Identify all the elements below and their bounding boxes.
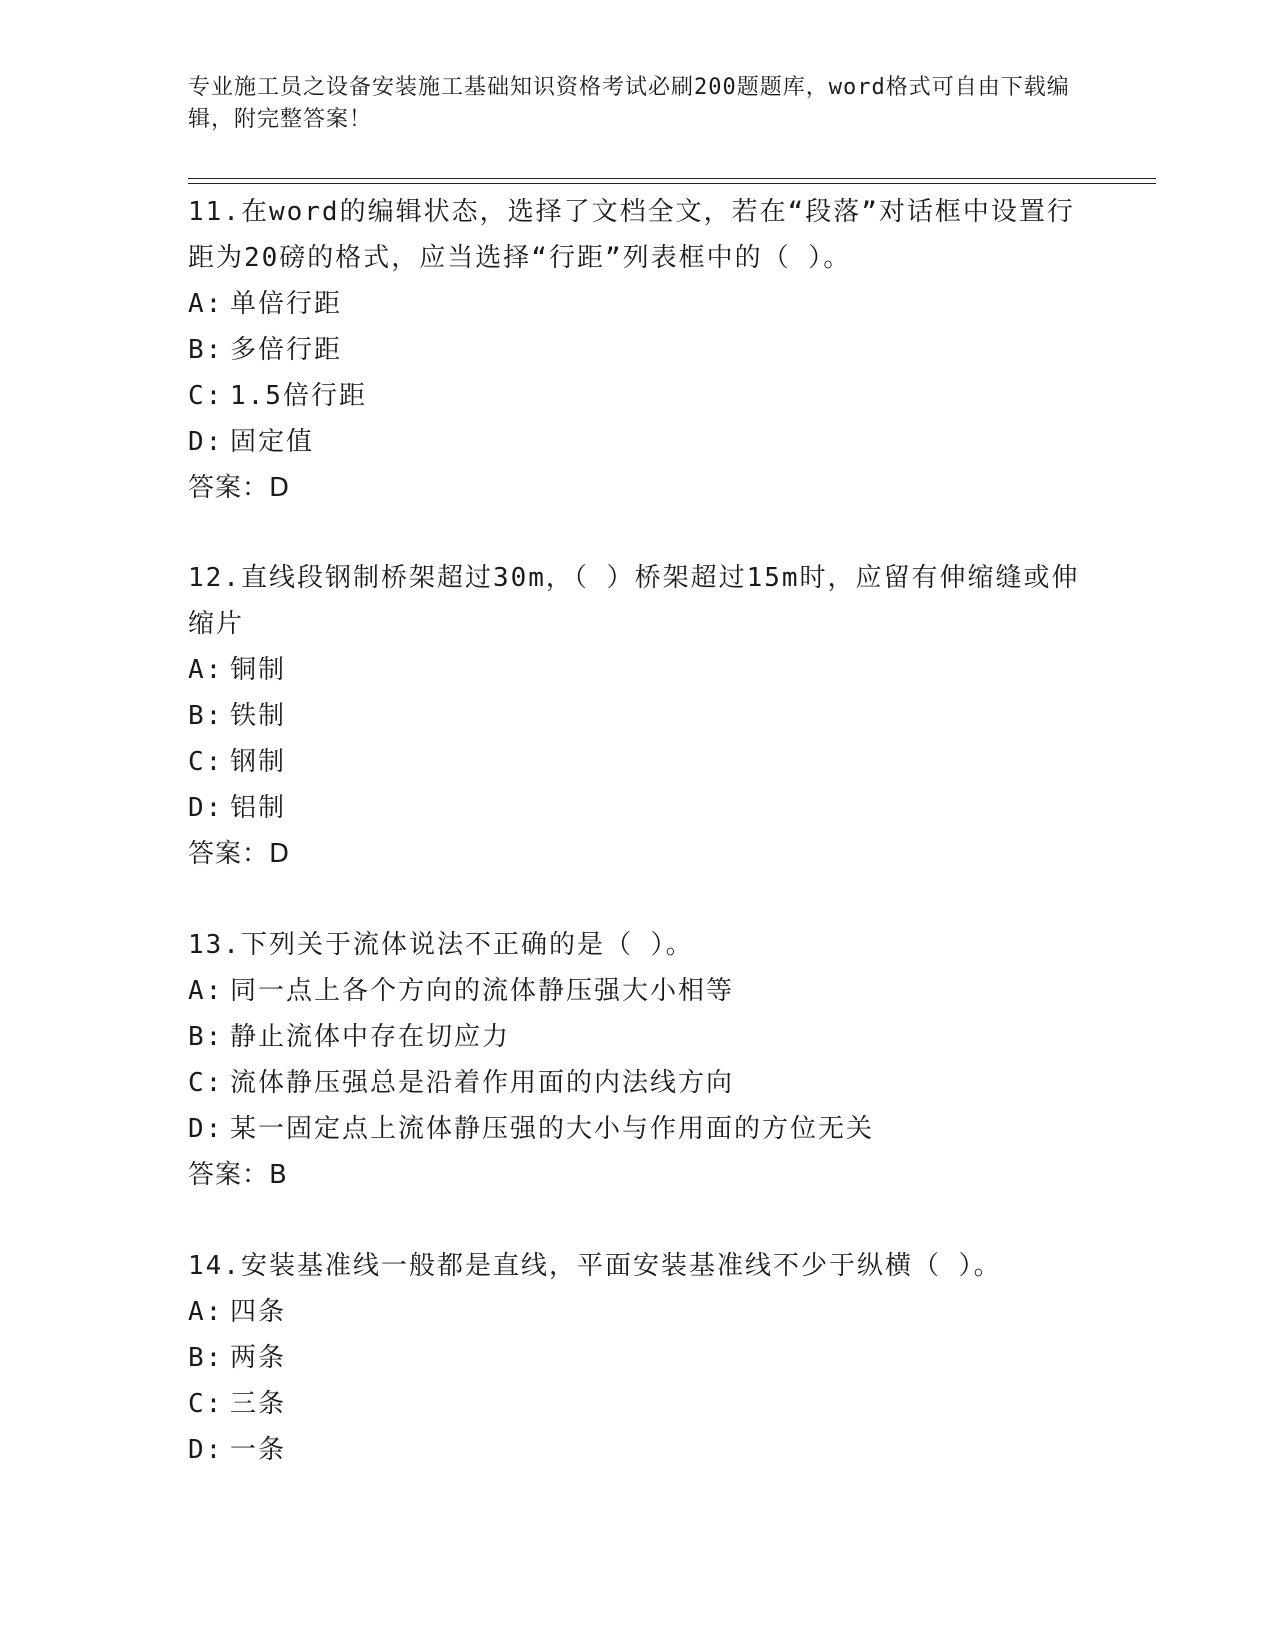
option-letter: A: xyxy=(188,976,224,1006)
option-d xyxy=(188,1106,1088,1152)
option-text: 三条 xyxy=(230,1389,287,1419)
option-a xyxy=(188,968,1088,1014)
option-text: 铁制 xyxy=(230,701,287,731)
option-text: 一条 xyxy=(230,1435,287,1465)
question-stem: 14.安装基准线一般都是直线，平面安装基准线不少于纵横（ ）。 xyxy=(188,1251,1002,1281)
option-d xyxy=(188,1427,1088,1473)
option-c xyxy=(188,1381,1088,1427)
option-letter: B: xyxy=(188,335,224,365)
option-letter: A: xyxy=(188,1297,224,1327)
option-c xyxy=(188,1060,1088,1106)
option-letter: A: xyxy=(188,289,224,319)
option-letter: B: xyxy=(188,1022,224,1052)
question-stem: 11.在word的编辑状态，选择了文档全文，若在“段落”对话框中设置行距为20磅的格式，应当选择“行距”列表框中的（ ）。 xyxy=(188,197,1075,273)
answer-line: 答案：D xyxy=(188,473,291,503)
option-letter: C: xyxy=(188,1389,224,1419)
option-text: 四条 xyxy=(230,1297,287,1327)
option-c xyxy=(188,373,1088,419)
header-divider-bottom xyxy=(188,183,1156,184)
option-a xyxy=(188,281,1088,327)
question-13 xyxy=(188,922,1088,1198)
question-14 xyxy=(188,1243,1088,1473)
option-text: 固定值 xyxy=(230,427,315,457)
document-header: 专业施工员之设备安装施工基础知识资格考试必刷200题题库，word格式可自由下载编辑，附完整答案！ xyxy=(188,75,1070,132)
option-text: 同一点上各个方向的流体静压强大小相等 xyxy=(230,976,735,1006)
option-b xyxy=(188,693,1088,739)
option-text: 1.5倍行距 xyxy=(230,381,367,411)
option-a xyxy=(188,1289,1088,1335)
option-letter: B: xyxy=(188,701,224,731)
option-d xyxy=(188,419,1088,465)
question-11 xyxy=(188,189,1088,511)
option-letter: D: xyxy=(188,793,224,823)
answer-line: 答案：D xyxy=(188,839,291,869)
option-b xyxy=(188,1014,1088,1060)
option-text: 单倍行距 xyxy=(230,289,343,319)
option-text: 流体静压强总是沿着作用面的内法线方向 xyxy=(230,1068,735,1098)
option-text: 铝制 xyxy=(230,793,287,823)
option-letter: D: xyxy=(188,427,224,457)
option-text: 多倍行距 xyxy=(230,335,343,365)
question-stem: 12.直线段钢制桥架超过30m，（ ）桥架超过15m时，应留有伸缩缝或伸缩片 xyxy=(188,563,1080,639)
option-letter: D: xyxy=(188,1435,224,1465)
header-divider-top xyxy=(188,178,1156,179)
question-stem: 13.下列关于流体说法不正确的是（ ）。 xyxy=(188,930,694,960)
option-text: 某一固定点上流体静压强的大小与作用面的方位无关 xyxy=(230,1114,875,1144)
option-letter: D: xyxy=(188,1114,224,1144)
question-12 xyxy=(188,555,1088,877)
option-letter: C: xyxy=(188,747,224,777)
option-text: 铜制 xyxy=(230,655,287,685)
option-b xyxy=(188,327,1088,373)
option-letter: A: xyxy=(188,655,224,685)
option-b xyxy=(188,1335,1088,1381)
option-a xyxy=(188,647,1088,693)
option-c xyxy=(188,739,1088,785)
answer-line: 答案：B xyxy=(188,1160,288,1190)
option-letter: C: xyxy=(188,381,224,411)
option-d xyxy=(188,785,1088,831)
option-text: 两条 xyxy=(230,1343,287,1373)
option-letter: B: xyxy=(188,1343,224,1373)
option-letter: C: xyxy=(188,1068,224,1098)
option-text: 静止流体中存在切应力 xyxy=(230,1022,511,1052)
option-text: 钢制 xyxy=(230,747,287,777)
